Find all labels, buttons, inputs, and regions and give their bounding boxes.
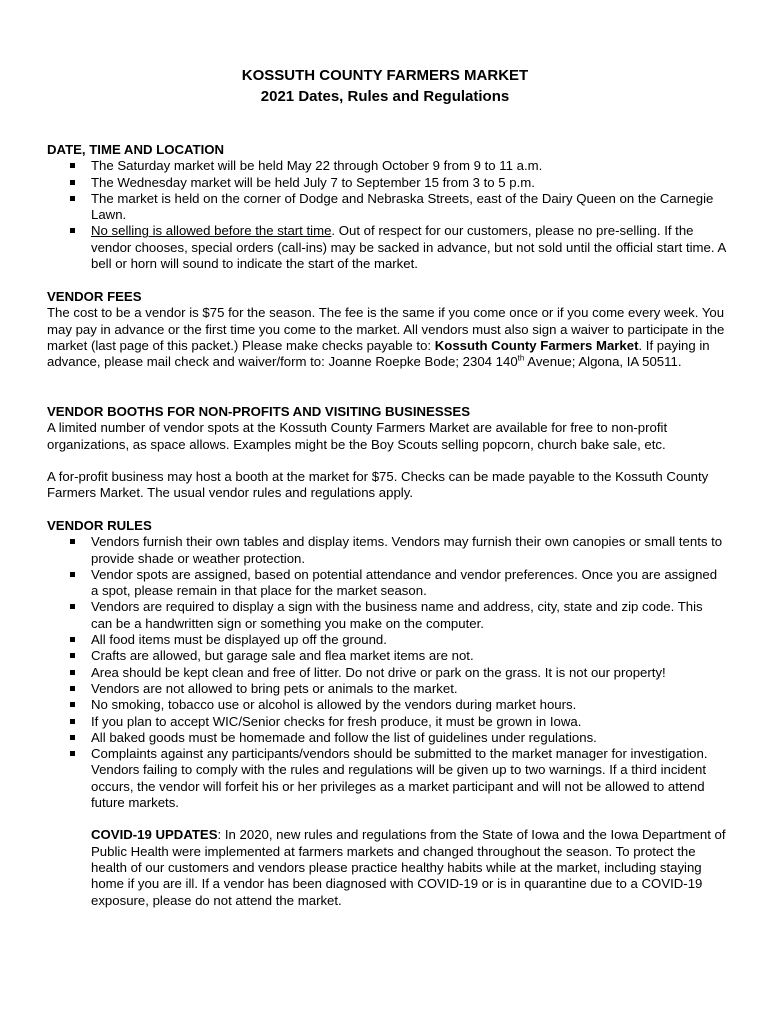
bullet-icon [70,719,75,724]
section-vendor-rules [47,518,727,909]
section-heading: VENDOR RULES [47,518,152,533]
bullet-icon [70,228,75,233]
covid-label: COVID-19 UPDATES [91,827,218,843]
title-block [0,65,770,107]
paragraph: The cost to be a vendor is $75 for the season. The fee is the same if you come once or if you come every week. You may pay in advance or the first time you come to the market. All vendors must also sign a waiver to participate in the market (last page of this packet.) Please make checks payable to: Kossuth County Farmers Market. If paying in advance, please mail check and waiver/form to: Joanne Roepke Bode; 2304 140th Avenue; Algona, IA 50511. [47,305,725,370]
payee: Kossuth County Farmers Market [434,337,639,353]
paragraph: A for-profit business may host a booth at the market for $75. Checks can be made payable to the Kossuth County Farmers Market. The usual vendor rules and regulations apply. [47,468,709,501]
bullet-icon [70,196,75,201]
bullet-list [47,534,727,811]
bullet-icon [70,572,75,577]
bullet-icon [70,637,75,642]
document-subtitle: 2021 Dates, Rules and Regulations [260,88,510,105]
list-item: Crafts are allowed, but garage sale and flea market items are not. [47,648,727,664]
list-item: Vendors furnish their own tables and display items. Vendors may furnish their own canopies or small tents to provide shade or weather protection. [47,534,727,567]
bullet-icon [70,163,75,168]
bullet-icon [70,735,75,740]
document-title: KOSSUTH COUNTY FARMERS MARKET [241,67,529,84]
paragraph: A limited number of vendor spots at the Kossuth County Farmers Market are available for free to non-profit organizations, as space allows. Examples might be the Boy Scouts selling popcorn, church bake sale, etc. [47,420,668,452]
covid-updates: COVID-19 UPDATES: In 2020, new rules and regulations from the State of Iowa and the Iowa Department of Public Health were implemented at farmers markets and changed throughout the season. To protect the health of our customers and vendors please practice healthy habits while at the market, including staying home if you are ill. If a vendor has been diagnosed with COVID-19 or is in quarantine due to a COVID-19 exposure, please do not attend the market. [91,827,726,908]
bullet-icon [70,751,75,756]
list-item: Complaints against any participants/vendors should be submitted to the market manager for investigation. Vendors failing to comply with the rules and regulations will be given up to two warnings. If a third incident occurs, the vendor will forfeit his or her privileges as a market participant and will not be allowed to attend future markets. [47,746,727,811]
section-heading: DATE, TIME AND LOCATION [47,142,225,157]
presell-rule: No selling is allowed before the start time [91,223,332,239]
bullet-icon [70,702,75,707]
list-item: All food items must be displayed up off the ground. [47,632,727,648]
bullet-icon [70,686,75,691]
list-item: No selling is allowed before the start time. Out of respect for our customers, please no pre-selling. If the vendor chooses, special orders (call-ins) may be sacked in advance, but not sold until the official start time. A bell or horn will sound to indicate the start of the market. [47,223,727,272]
list-item: If you plan to accept WIC/Senior checks for fresh produce, it must be grown in Iowa. [47,714,727,730]
bullet-icon [70,180,75,185]
bullet-icon [70,670,75,675]
bullet-icon [70,539,75,544]
list-item: The market is held on the corner of Dodge and Nebraska Streets, east of the Dairy Queen on the Carnegie Lawn. [47,191,727,224]
list-item: Vendors are required to display a sign with the business name and address, city, state and zip code. This can be a handwritten sign or something you make on the computer. [47,599,727,632]
section-vendor-fees [47,289,727,370]
bullet-icon [70,604,75,609]
section-heading: VENDOR FEES [47,289,142,304]
list-item: No smoking, tobacco use or alcohol is allowed by the vendors during market hours. [47,697,727,713]
list-item: The Wednesday market will be held July 7 to September 15 from 3 to 5 p.m. [47,175,727,191]
list-item: Area should be kept clean and free of litter. Do not drive or park on the grass. It is not our property! [47,665,727,681]
list-item: All baked goods must be homemade and follow the list of guidelines under regulations. [47,730,727,746]
bullet-icon [70,653,75,658]
section-date-time-location [47,142,727,272]
section-heading: VENDOR BOOTHS FOR NON-PROFITS AND VISITING BUSINESSES [47,404,471,419]
list-item: Vendor spots are assigned, based on potential attendance and vendor preferences. Once you are assigned a spot, please remain in that place for the market season. [47,567,727,600]
section-vendor-booths [47,404,727,501]
list-item: Vendors are not allowed to bring pets or animals to the market. [47,681,727,697]
bullet-list [47,158,727,272]
list-item: The Saturday market will be held May 22 through October 9 from 9 to 11 a.m. [47,158,727,174]
